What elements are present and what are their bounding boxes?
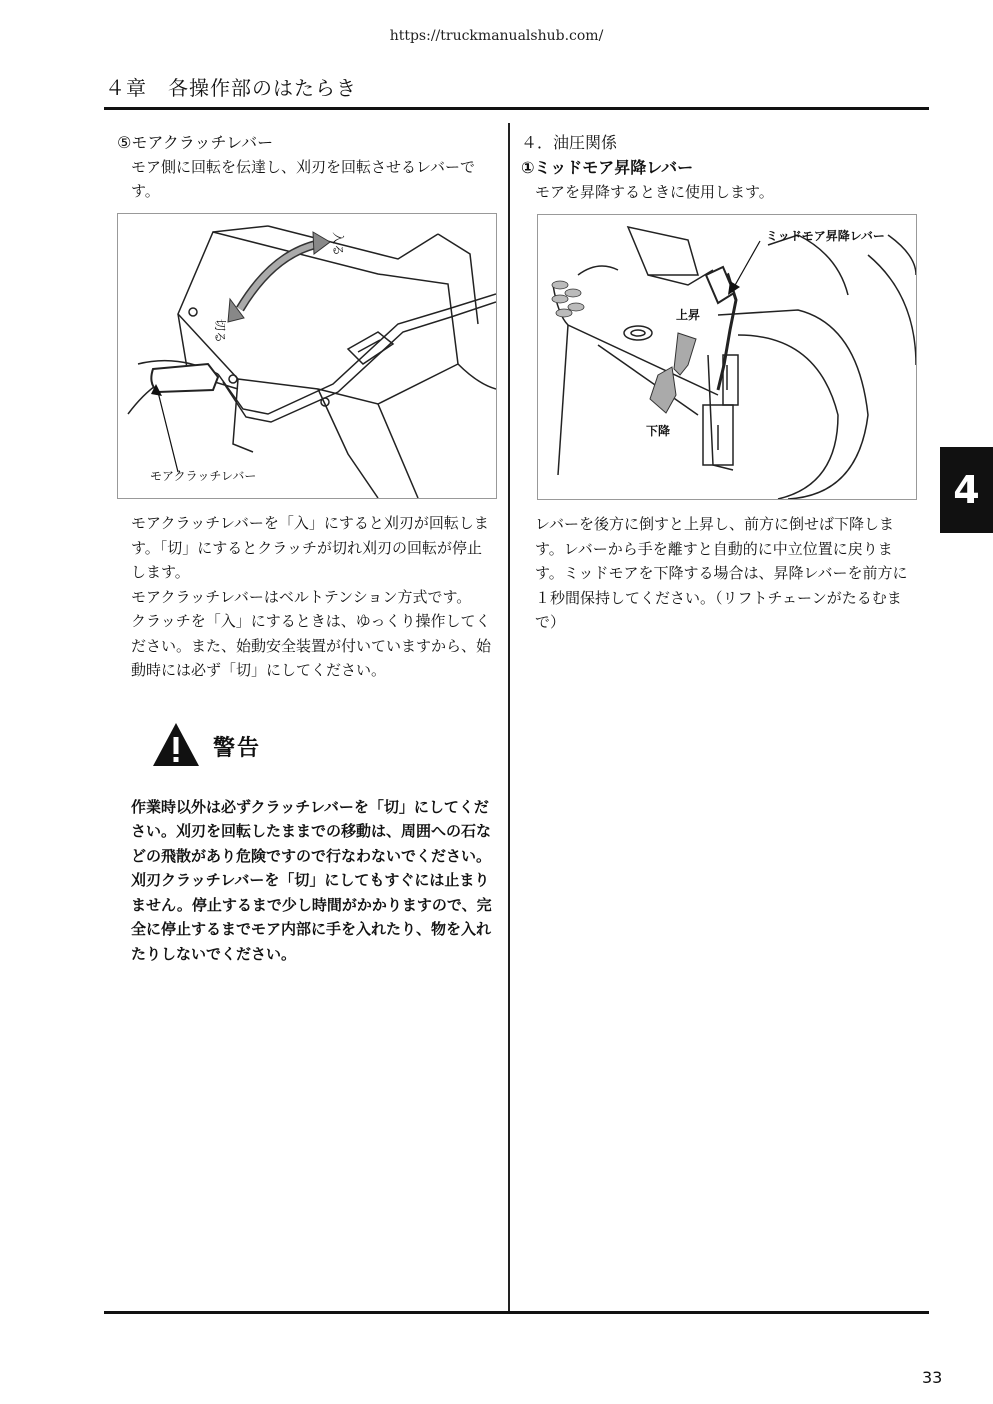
page-number: 33 (922, 1368, 943, 1387)
left-column (117, 130, 499, 966)
label-off: 切る (213, 319, 227, 344)
mid-mower-lift-lever-figure (537, 214, 917, 500)
paragraph: モアクラッチレバーを「入」にすると刈刃が回転します。「切」にするとクラッチが切れ刈刃の回転が停止します。 (131, 514, 489, 581)
chapter-title: ４章 各操作部のはたらき (105, 76, 357, 100)
mid-mower-lift-description (521, 512, 919, 635)
section-title-hydraulics: ４．油圧関係 (521, 133, 618, 152)
mid-mower-lift-illustration (538, 215, 916, 499)
warning-text (117, 795, 499, 967)
section-title-mower-clutch: ⑤モアクラッチレバー (117, 133, 274, 152)
footer-rule (104, 1311, 929, 1314)
source-url[interactable]: https://truckmanualshub.com/ (389, 28, 604, 44)
warning-label: 警告 (213, 735, 262, 761)
label-raise: 上昇 (676, 308, 701, 322)
chapter-tab: 4 (940, 447, 993, 533)
warning-header (117, 721, 499, 777)
subsection-title-mid-mower-lift: ①ミッドモア昇降レバー (521, 158, 694, 177)
mower-clutch-lever-figure (117, 213, 497, 499)
column-divider (508, 123, 510, 1311)
header-rule (104, 107, 929, 110)
paragraph: レバーを後方に倒すと上昇し、前方に倒せば下降します。レバーから手を離すと自動的に中立位置に戻ります。ミッドモアを下降する場合は、昇降レバーを前方に１秒間保持してください。（リフトチェーンがたるむまで） (535, 515, 908, 631)
paragraph: クラッチを「入」にするときは、ゆっくり操作してください。また、始動安全装置が付いていますから、始動時には必ず「切」にしてください。 (131, 612, 492, 679)
mower-clutch-description (117, 511, 499, 683)
label-lift-lever: ミッドモア昇降レバー (766, 229, 885, 243)
section-intro: モア側に回転を伝達し、刈刃を回転させるレバーです。 (131, 158, 475, 200)
paragraph: モアクラッチレバーはベルトテンション方式です。 (131, 587, 472, 606)
mower-clutch-illustration (118, 214, 496, 498)
figure-caption-mower-clutch: モアクラッチレバー (150, 469, 257, 483)
warning-triangle-icon (151, 721, 201, 769)
paragraph: 作業時以外は必ずクラッチレバーを「切」にしてください。刈刃を回転したままでの移動は、周囲への石などの飛散があり危険ですので行なわないでください。刈刃クラッチレバーを「切」にしてもすぐには止まりません。停止するまで少し時間がかかりますので、完全に停止するまでモア内部に手を入れたり、物を入れたりしないでください。 (131, 797, 492, 963)
right-column (521, 130, 919, 635)
subsection-intro: モアを昇降するときに使用します。 (535, 183, 774, 201)
label-lower: 下降 (646, 424, 671, 438)
label-on: 入る (331, 232, 345, 257)
